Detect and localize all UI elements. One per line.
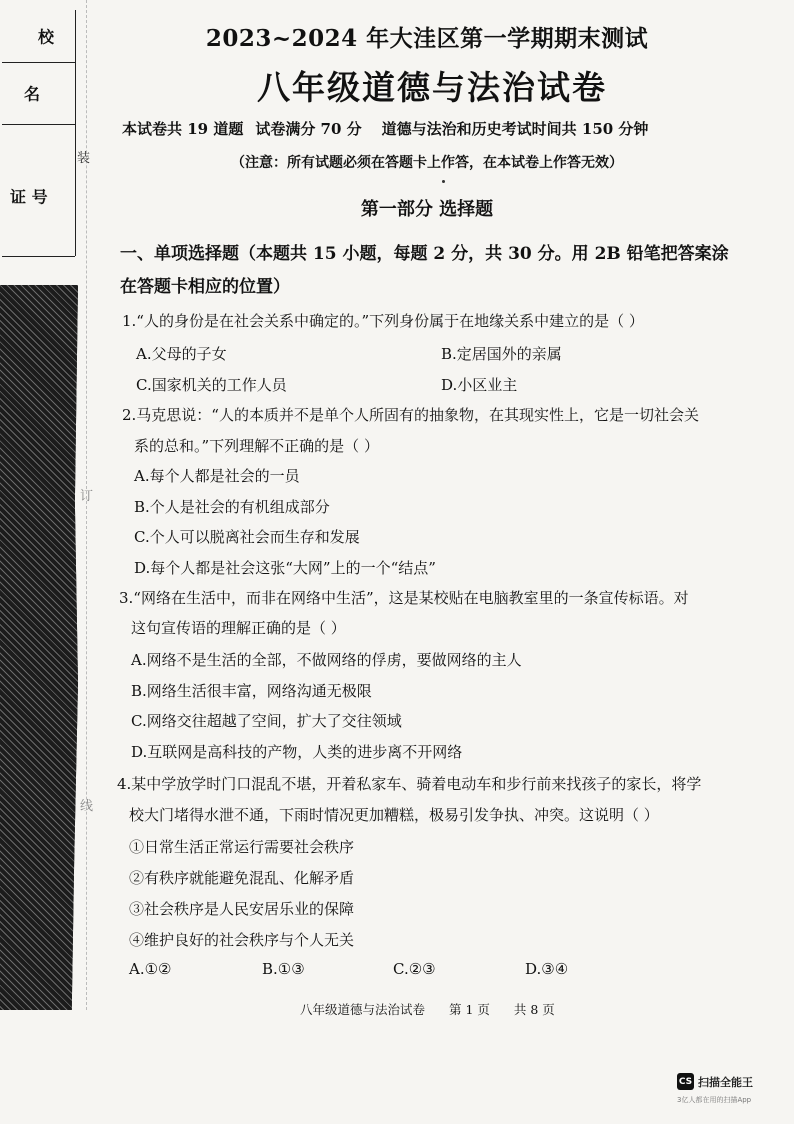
exam-info (122, 118, 782, 139)
question-4-stem: 校大门堵得水泄不通，下雨时情况更加糟糕，极易引发争执、冲突。这说明（ ） (129, 806, 659, 824)
binding-char-ding: 订 (80, 489, 94, 504)
exam-subject-title: 八年级道德与法治试卷 (257, 68, 607, 107)
question-count: 本试卷共 19 道题 (122, 120, 244, 138)
question-2-option-c: C.个人可以脱离社会而生存和发展 (134, 528, 360, 546)
scanner-logo (677, 1073, 753, 1090)
section-heading-line: 在答题卡相应的位置） (120, 277, 290, 297)
question-3-option-d: D.互联网是高科技的产物，人类的进步离不开网络 (131, 743, 463, 761)
question-1-option-b: B.定居国外的亲属 (441, 345, 562, 363)
question-1-option-c: C.国家机关的工作人员 (136, 376, 287, 394)
question-3-stem: 3.“网络在生活中，而非在网络中生活”，这是某校贴在电脑教室里的一条宣传标语。对 (119, 589, 689, 607)
scanner-tagline: 3亿人都在用的扫描App (677, 1096, 752, 1104)
question-1-option-a: A.父母的子女 (136, 345, 227, 363)
question-2-option-b: B.个人是社会的有机组成部分 (134, 498, 330, 516)
question-4-statement-4: ④维护良好的社会秩序与个人无关 (129, 931, 355, 949)
question-3-option-b: B.网络生活很丰富，网络沟通无极限 (131, 682, 372, 700)
question-2-stem: 系的总和。”下列理解不正确的是（ ） (134, 437, 379, 455)
question-4-statement-2: ②有秩序就能避免混乱、化解矛盾 (129, 869, 355, 887)
question-1-option-d: D.小区业主 (441, 376, 518, 394)
exam-duration: 道德与法治和历史考试时间共 150 分钟 (381, 120, 649, 138)
footer-page-number: 第 1 页 (449, 1002, 490, 1017)
question-4-statement-3: ③社会秩序是人民安居乐业的保障 (129, 900, 355, 918)
section-heading-line: 一、单项选择题（本题共 15 小题，每题 2 分，共 30 分。用 2B 铅笔把答案涂 (120, 244, 729, 264)
question-3-stem: 这句宣传语的理解正确的是（ ） (131, 619, 346, 637)
question-4-option-c: C.②③ (393, 960, 436, 978)
section-heading (120, 238, 760, 304)
question-1-stem: 1.“人的身份是在社会关系中确定的。”下列身份属于在地缘关系中建立的是（ ） (122, 312, 644, 330)
binding-char-xian: 线 (80, 799, 94, 814)
question-4-stem: 4.某中学放学时门口混乱不堪，开着私家车、骑着电动车和步行前来找孩子的家长，将学 (117, 775, 702, 793)
exam-note: （注意：所有试题必须在答题卡上作答，在本试卷上作答无效） (231, 155, 623, 171)
footer-subject: 八年级道德与法治试卷 (300, 1002, 426, 1017)
school-label: 校 (38, 27, 55, 47)
scan-speck (442, 180, 445, 183)
question-4-option-d: D.③④ (525, 960, 569, 978)
question-3-option-c: C.网络交往超越了空间，扩大了交往领域 (131, 712, 402, 730)
exam-title: 2023~2024 年大洼区第一学期期末测试 (205, 25, 649, 52)
part-title: 第一部分 选择题 (360, 199, 494, 220)
exam-number-label: 证 号 (10, 187, 48, 207)
question-4-option-a: A.①② (129, 960, 172, 978)
scanner-badge-icon: CS (677, 1073, 694, 1090)
question-3-option-a: A.网络不是生活的全部，不做网络的俘虏，要做网络的主人 (131, 651, 522, 669)
page-footer (300, 1000, 575, 1018)
binding-char-zhuang: 装 (77, 151, 91, 166)
hatched-margin (0, 285, 78, 1010)
question-2-option-d: D.每个人都是社会这张“大网”上的一个“结点” (134, 559, 436, 577)
question-4-option-b: B.①③ (262, 960, 305, 978)
question-2-stem: 2.马克思说：“人的本质并不是单个人所固有的抽象物，在其现实性上，它是一切社会关 (122, 406, 699, 424)
footer-total-pages: 共 8 页 (513, 1002, 555, 1017)
question-2-option-a: A.每个人都是社会的一员 (134, 467, 300, 485)
question-4-statement-1: ①日常生活正常运行需要社会秩序 (129, 838, 355, 856)
name-label: 名 (24, 84, 41, 104)
scanner-name: 扫描全能王 (698, 1075, 753, 1089)
full-score: 试卷满分 70 分 (255, 120, 362, 138)
